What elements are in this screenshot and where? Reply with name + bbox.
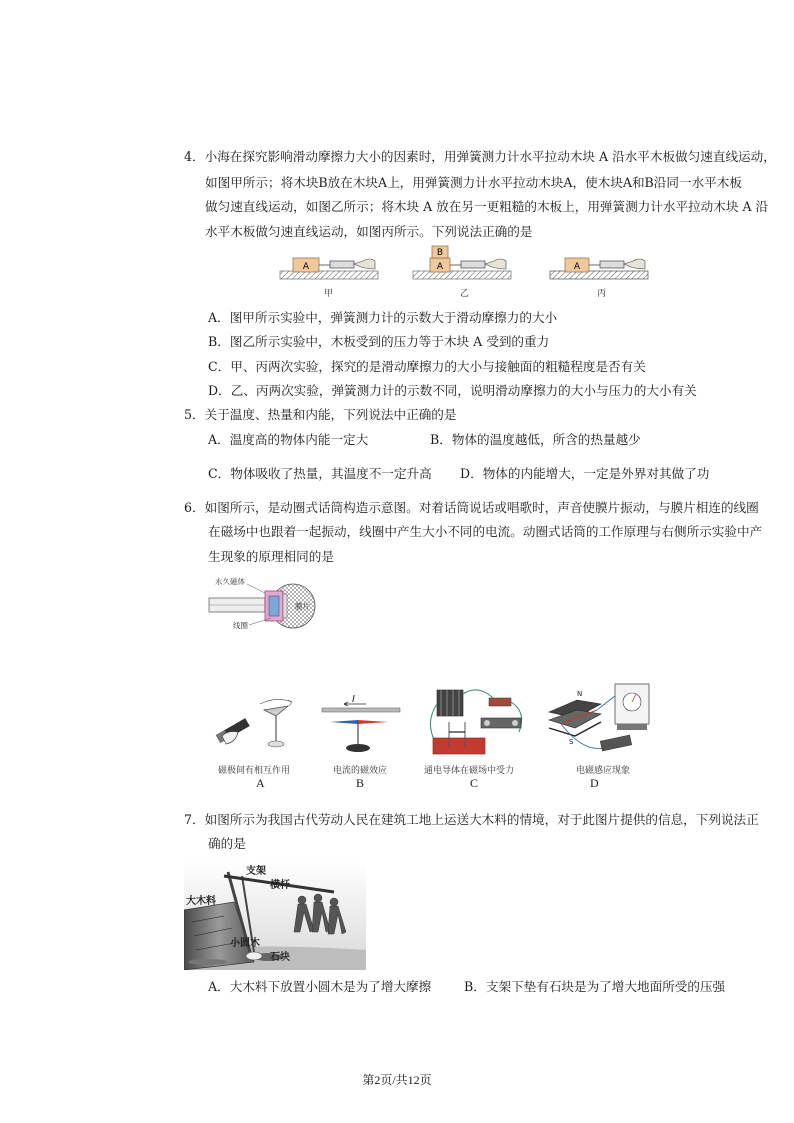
magnet-n-label: N bbox=[577, 690, 583, 698]
log-transport-illustration bbox=[184, 862, 366, 970]
q5-option-c: C．物体吸收了热量，其温度不一定升高 bbox=[208, 466, 432, 481]
big-log-label: 大木料 bbox=[186, 896, 216, 907]
experiment-c-caption: 通电导体在磁场中受力 bbox=[424, 766, 515, 776]
small-log-label: 小圆木 bbox=[230, 938, 260, 949]
caption-bing: 丙 bbox=[597, 289, 607, 299]
friction-experiment-figure bbox=[275, 245, 675, 297]
block-a-label: A bbox=[573, 262, 581, 272]
q4-option-c: C．甲、丙两次实验，探究的是滑动摩擦力的大小与接触面的粗糙程度是否有关 bbox=[208, 359, 646, 374]
setup-yi bbox=[413, 246, 511, 279]
experiment-b-letter: B bbox=[356, 776, 365, 790]
q4-line-4: 水平木板做匀速直线运动，如图丙所示。下列说法正确的是 bbox=[205, 224, 533, 239]
block-a-label: A bbox=[302, 262, 310, 272]
experiment-b-caption: 电流的磁效应 bbox=[333, 766, 388, 776]
support-label: 支架 bbox=[246, 866, 266, 877]
block-b-label: B bbox=[436, 248, 444, 258]
stone-label: 石块 bbox=[270, 952, 290, 963]
current-label: I bbox=[352, 694, 355, 705]
q4-line-2: 如图甲所示；将木块B放在木块A上，用弹簧测力计水平拉动木块A，使木块A和B沿同一水平木板 bbox=[205, 175, 742, 190]
q7-line-1: 7．如图所示为我国古代劳动人民在建筑工地上运送大木料的情境，对于此图片提供的信息，下列说法正 bbox=[184, 812, 759, 827]
experiment-a-magnets bbox=[208, 696, 303, 756]
experiment-d-letter: D bbox=[590, 776, 599, 790]
magnet-label: 永久磁体 bbox=[215, 577, 245, 586]
block-a-label: A bbox=[436, 262, 444, 272]
q5-option-a: A．温度高的物体内能一定大 bbox=[208, 432, 369, 447]
experiment-a-letter: A bbox=[256, 776, 265, 790]
experiment-b-oersted bbox=[318, 690, 403, 760]
coil-label: 线圈 bbox=[233, 621, 248, 630]
experiment-d-induction bbox=[543, 682, 653, 762]
q5-stem: 5．关于温度、热量和内能，下列说法中正确的是 bbox=[184, 407, 457, 422]
q4-option-d: D．乙、丙两次实验，弹簧测力计的示数不同，说明滑动摩擦力的大小与压力的大小有关 bbox=[208, 383, 697, 398]
experiment-a-caption: 磁极间有相互作用 bbox=[218, 766, 291, 776]
magnet-s-label: S bbox=[569, 738, 574, 746]
setup-jia bbox=[280, 258, 378, 279]
experiment-c-letter: C bbox=[470, 776, 479, 790]
experiment-c-motor-effect bbox=[423, 682, 533, 762]
q7-option-b: B．支架下垫有石块是为了增大地面所受的压强 bbox=[464, 979, 726, 994]
caption-jia: 甲 bbox=[324, 289, 334, 299]
microphone-diagram bbox=[205, 574, 330, 634]
crossbar-label: 横杆 bbox=[270, 880, 290, 891]
q4-line-3: 做匀速直线运动，如图乙所示；将木块 A 放在另一更粗糙的木板上，用弹簧测力计水平拉动木块 A 沿 bbox=[205, 199, 769, 214]
q4-option-a: A．图甲所示实验中，弹簧测力计的示数大于滑动摩擦力的大小 bbox=[208, 310, 558, 325]
setup-bing bbox=[550, 258, 648, 279]
experiment-d-caption: 电磁感应现象 bbox=[576, 766, 631, 776]
q5-option-d: D．物体的内能增大，一定是外界对其做了功 bbox=[460, 466, 710, 481]
caption-yi: 乙 bbox=[460, 289, 470, 299]
q7-option-a: A．大木料下放置小圆木是为了增大摩擦 bbox=[208, 979, 432, 994]
q6-line-2: 在磁场中也跟着一起振动，线圈中产生大小不同的电流。动圈式话筒的工作原理与右侧所示实验中产 bbox=[208, 524, 763, 539]
q5-option-b: B．物体的温度越低，所含的热量越少 bbox=[430, 432, 641, 447]
page-footer: 第2页/共12页 bbox=[362, 1073, 432, 1087]
q6-line-3: 生现象的原理相同的是 bbox=[208, 549, 334, 564]
q4-option-b: B．图乙所示实验中，木板受到的压力等于木块 A 受到的重力 bbox=[208, 334, 550, 349]
diaphragm-label: 膜片 bbox=[295, 602, 310, 611]
q6-line-1: 6．如图所示，是动圈式话筒构造示意图。对着话筒说话或唱歌时，声音使膜片振动，与膜片相连的线圈 bbox=[184, 500, 759, 515]
q7-line-2: 确的是 bbox=[208, 836, 246, 851]
q4-line-1: 4．小海在探究影响滑动摩擦力大小的因素时，用弹簧测力计水平拉动木块 A 沿水平木板做匀速直线运动， bbox=[184, 149, 776, 164]
